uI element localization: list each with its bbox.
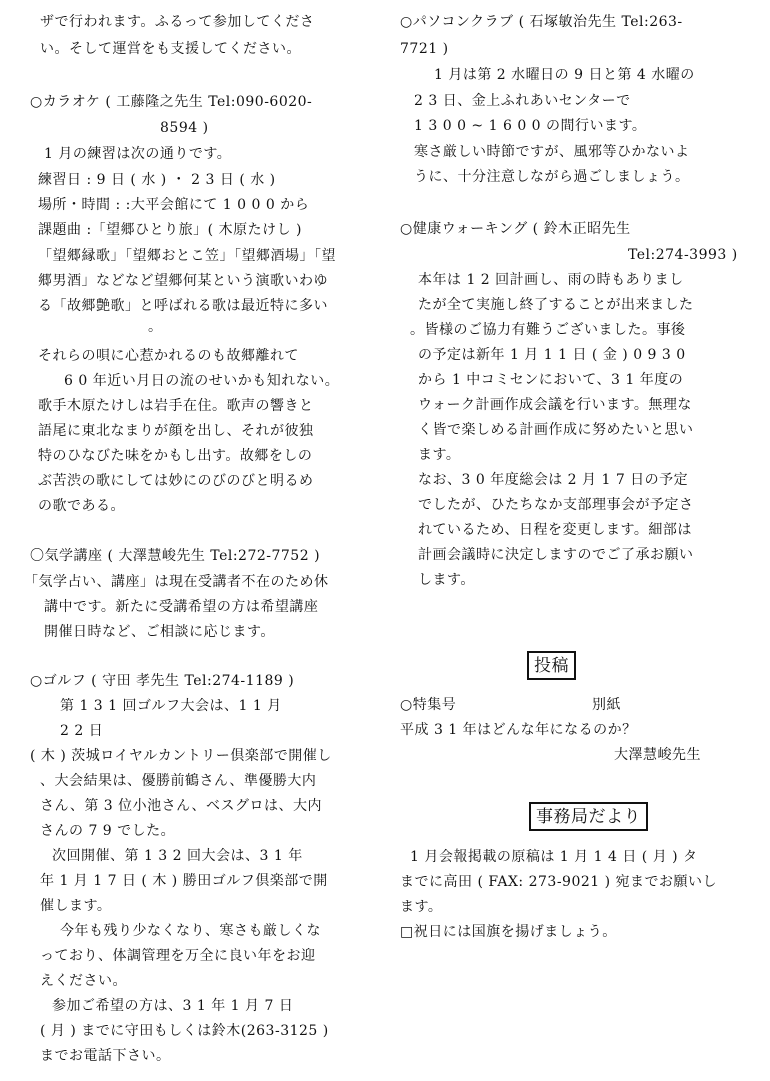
walking-line: 。皆様のご協力有難うございました。事後 <box>410 322 686 338</box>
walking-title: ○健康ウォーキング ( 鈴木正昭先生 <box>400 221 631 237</box>
golf-line: までお電話下さい。 <box>40 1048 171 1064</box>
walking-line: 本年は 1 2 回計画し、雨の時もありまし <box>418 272 684 288</box>
karaoke-title: ○カラオケ ( 工藤隆之先生 Tel:090-6020- <box>30 94 313 110</box>
walking-line: れているため、日程を変更します。細部は <box>418 522 692 538</box>
kigaku-line: 開催日時など、ご相談に応じます。 <box>44 624 275 640</box>
golf-line: 2 2 日 <box>60 723 104 739</box>
walking-line: ウォーク計画作成会議を行います。無理な <box>418 397 692 413</box>
karaoke-line: 語尾に東北なまりが顔を出し、それが彼独 <box>38 423 314 439</box>
karaoke-line: る「故郷艶歌」と呼ばれる歌は最近特に多い <box>38 298 328 314</box>
pc-title-cont: 7721 ) <box>400 41 449 57</box>
golf-title: ○ゴルフ ( 守田 孝先生 Tel:274-1189 ) <box>30 673 295 689</box>
karaoke-line: ぶ苦渋の歌にしては妙にのびのびと明るめ <box>38 473 314 489</box>
karaoke-line: 1 月の練習は次の通りです。 <box>44 146 232 162</box>
golf-line: 年 1 月 1 7 日 ( 木 ) 勝田ゴルフ倶楽部で開 <box>40 873 328 889</box>
pc-title: ○パソコンクラブ ( 石塚敏治先生 Tel:263- <box>400 14 683 30</box>
karaoke-line: 練習日 : 9 日 ( 水 ) ・ 2 3 日 ( 水 ) <box>38 172 276 188</box>
walking-line: く皆で楽しめる計画作成に努めたいと思い <box>418 422 694 438</box>
karaoke-line: 。 <box>148 319 163 335</box>
jimukyoku-line: □祝日には国旗を揚げましょう。 <box>400 924 617 940</box>
walking-line: ます。 <box>418 447 461 463</box>
karaoke-line: 郷男酒」などなど望郷何某という演歌いわゆ <box>38 273 328 289</box>
karaoke-line: 歌手木原たけしは岩手在住。歌声の響きと <box>38 398 314 414</box>
walking-line: でしたが、ひたちなか支部理事会が予定さ <box>418 497 694 513</box>
toukou-bessi-label: 別紙 <box>592 697 621 713</box>
karaoke-line: 場所・時間 : :大平会館にて 1 0 0 0 から <box>38 197 310 213</box>
golf-line: ( 月 ) までに守田もしくは鈴木(263-3125 ) <box>40 1023 329 1039</box>
golf-line: 催します。 <box>40 898 112 914</box>
golf-line: えください。 <box>40 973 127 989</box>
karaoke-title-cont: 8594 ) <box>160 120 209 136</box>
walking-line: します。 <box>418 572 475 588</box>
golf-line: 次回開催、第 1 3 2 回大会は、3 1 年 <box>52 848 303 864</box>
walking-line: たが全て実施し終了することが出来ました <box>418 297 694 313</box>
jimukyoku-line: 1 月会報掲載の原稿は 1 月 1 4 日 ( 月 ) タ <box>410 849 698 865</box>
pc-line: 寒さ厳しい時節ですが、風邪等ひかないよ <box>414 144 690 160</box>
pc-line: 2 3 日、金上ふれあいセンターで <box>414 93 631 109</box>
golf-line: 参加ご希望の方は、3 1 年 1 月 7 日 <box>52 998 294 1014</box>
toukou-author: 大澤慧峻先生 <box>614 747 701 763</box>
kigaku-title: 〇気学講座 ( 大澤慧峻先生 Tel:272-7752 ) <box>30 548 321 564</box>
walking-line: なお、3 0 年度総会は 2 月 1 7 日の予定 <box>418 472 689 488</box>
karaoke-line: 「望郷縁歌」「望郷おとこ笠」「望郷酒場」「望 <box>38 248 336 264</box>
karaoke-line: 特のひなびた味をかもし出す。故郷をしの <box>38 448 313 464</box>
toukou-line: 平成 3 1 年はどんな年になるのか？ <box>400 722 637 738</box>
pc-line: 1 月は第 2 水曜日の 9 日と第 4 水曜の <box>434 67 695 83</box>
karaoke-line: 課題曲 :「望郷ひとり旅」( 木原たけし ) <box>38 222 302 238</box>
jimukyoku-heading: 事務局だより <box>529 802 648 831</box>
pc-line: うに、十分注意しながら過ごしましょう。 <box>414 169 690 185</box>
golf-line: ( 木 ) 茨城ロイヤルカントリー倶楽部で開催し <box>30 748 332 764</box>
kigaku-line: 講中です。新たに受講希望の方は希望講座 <box>44 599 319 615</box>
walking-line: から 1 中コミセンにおいて、3 1 年度の <box>418 372 684 388</box>
jimukyoku-line: までに高田 ( FAX: 273-9021 ) 宛までお願いし <box>400 874 718 890</box>
toukou-tokushu-label: ○特集号 <box>400 697 457 713</box>
karaoke-line: の歌である。 <box>38 498 125 514</box>
golf-line: っており、体調管理を万全に良い年をお迎 <box>40 948 316 964</box>
golf-line: さん、第 3 位小池さん、ベスグロは、大内 <box>40 798 322 814</box>
toukou-heading: 投稿 <box>527 651 576 680</box>
walking-line: 計画会議時に決定しますのでご了承お願い <box>418 547 694 563</box>
kigaku-line: 「気学占い、講座」は現在受講者不在のため休 <box>24 574 329 590</box>
karaoke-line: 6 0 年近い月日の流のせいかも知れない。 <box>64 373 340 389</box>
intro-line: ザで行われます。ふるって参加してくださ <box>40 14 315 30</box>
golf-line: 、大会結果は、優勝前鶴さん、準優勝大内 <box>40 773 317 789</box>
karaoke-line: それらの唄に心惹かれるのも故郷離れて <box>38 348 299 364</box>
golf-line: 今年も残り少なくなり、寒さも厳しくな <box>60 923 321 939</box>
golf-line: さんの 7 9 でした。 <box>40 823 176 839</box>
pc-line: 1 3 0 0 ~ 1 6 0 0 の間行います。 <box>414 118 647 134</box>
golf-line: 第 1 3 1 回ゴルフ大会は、1 1 月 <box>60 698 282 714</box>
walking-title-cont: Tel:274-3993 ) <box>628 247 738 263</box>
jimukyoku-line: ます。 <box>400 899 443 915</box>
intro-line: い。そして運営をも支援してください。 <box>40 41 301 57</box>
walking-line: の予定は新年 1 月 1 1 日 ( 金 ) 0 9 3 0 <box>418 347 686 363</box>
